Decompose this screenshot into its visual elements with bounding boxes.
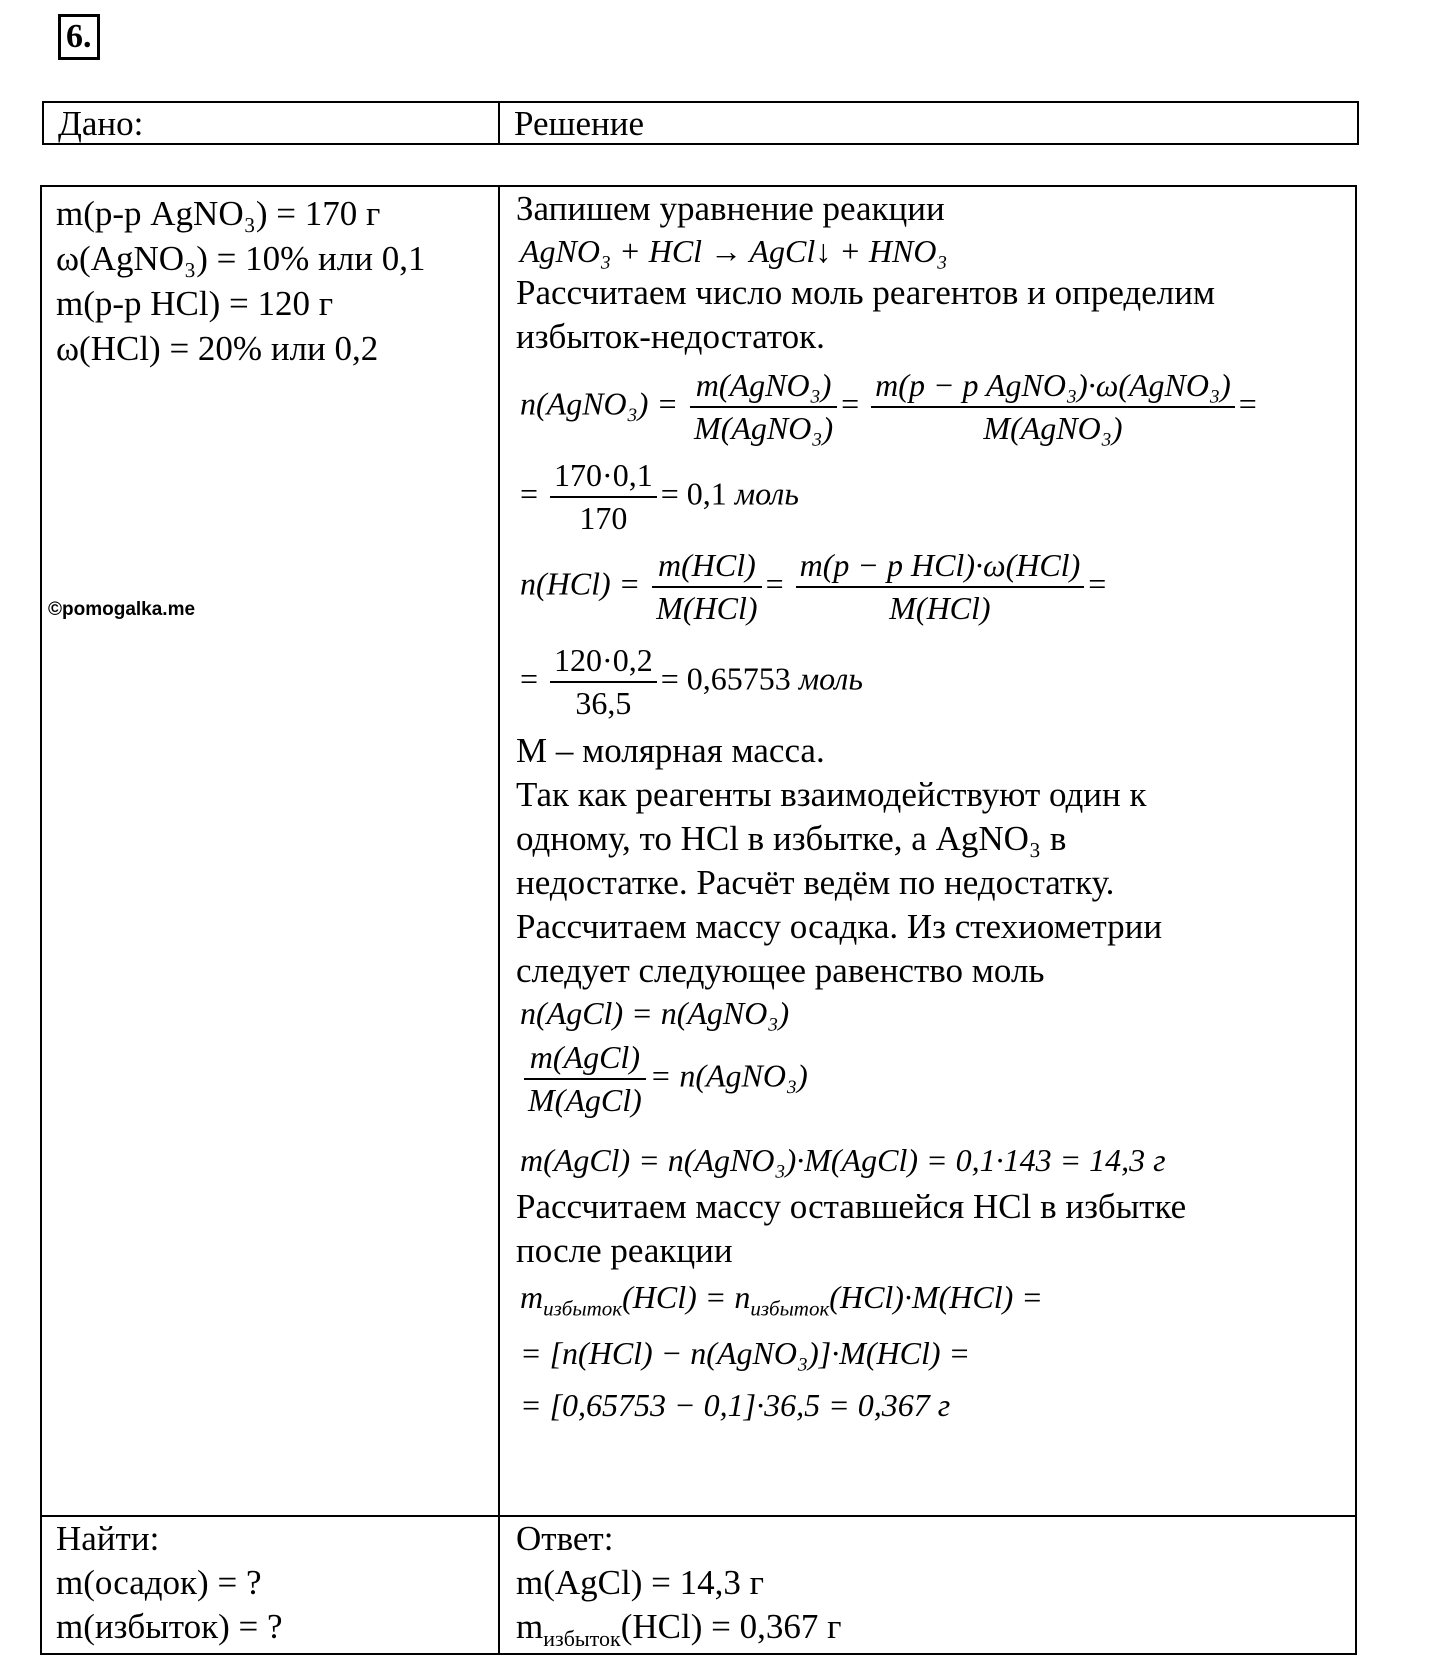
fraction [796, 547, 1085, 627]
solution-text: Рассчитаем число моль реагентов и определим [516, 273, 1216, 312]
solution-text: после реакции [516, 1231, 733, 1270]
answer-line [516, 1605, 841, 1661]
numerator: m(HCl) [652, 547, 761, 588]
fraction [871, 367, 1235, 447]
formula-n-hcl: n(HCl) = m(HCl) M(HCl) = m(p − p HCl)·ω(HCl) M(HCl) = [520, 547, 1107, 626]
numerator: m(AgNO₃) [690, 367, 837, 408]
equation-text: m [520, 1279, 544, 1315]
subscript: избыток [543, 1296, 623, 1321]
denominator: M(HCl) [656, 590, 758, 626]
answer-text: m [516, 1607, 544, 1646]
numerator: m(AgCl) [524, 1039, 646, 1080]
formula-lhs: n(HCl) = [520, 565, 641, 602]
equation-mass-ratio [520, 1039, 808, 1119]
given-item: ω(HCl) = 20% или 0,2 [56, 329, 379, 368]
numerator: m(p − p AgNO₃)·ω(AgNO₃) [871, 367, 1235, 408]
result: = 0,1 [660, 475, 727, 512]
problem-number: 6. [58, 14, 100, 60]
solution-text: одному, то HCl в избытке, а AgNO₃ в [516, 819, 1067, 858]
solution-text: M – молярная масса. [516, 731, 825, 770]
equation-text: m(AgCl) = n(AgNO₃)·M(AgCl) = 0,1·143 = 14,3 [520, 1142, 1146, 1178]
unit: г [937, 1387, 951, 1423]
given-header: Дано: [44, 103, 500, 143]
denominator: 36,5 [575, 685, 632, 721]
watermark: ©pomogalka.me [48, 599, 196, 620]
solution-text: следует следующее равенство моль [516, 951, 1045, 990]
find-item: m(избыток) = ? [56, 1607, 283, 1646]
numerator: 170·0,1 [550, 457, 657, 498]
given-item: ω(AgNO₃) = 10% или 0,1 [56, 239, 426, 278]
given-item: m(р-р AgNO₃) = 170 г [56, 194, 381, 233]
equation-stoich: n(AgCl) = n(AgNO₃) [520, 995, 790, 1031]
reaction-equation: AgNO₃ + HCl → AgCl↓ + HNO₃ [520, 233, 948, 269]
solution-text: избыток-недостаток. [516, 317, 825, 356]
find-label: Найти: [56, 1519, 160, 1558]
solution-text: Рассчитаем массу осадка. Из стехиометрии [516, 907, 1163, 946]
denominator: M(AgNO₃) [983, 410, 1123, 446]
given-list [56, 191, 425, 371]
answer-label: Ответ: [516, 1519, 614, 1558]
equation-text: (HCl) = n [622, 1279, 751, 1315]
solution-text: Так как реагенты взаимодействуют один к [516, 775, 1147, 814]
formula-n-agno3: n(AgNO₃) = m(AgNO₃) M(AgNO₃) = m(p − p AgNO₃)·ω(AgNO₃) M(AgNO₃) = [520, 367, 1257, 446]
numerator: 120·0,2 [550, 642, 657, 683]
denominator: M(HCl) [889, 590, 991, 626]
equation-text: (HCl)·M(HCl) = [829, 1279, 1043, 1315]
find-section [56, 1517, 283, 1649]
fraction [690, 367, 837, 447]
unit: моль [734, 475, 799, 512]
numerator: m(p − p HCl)·ω(HCl) [796, 547, 1085, 588]
fraction [550, 642, 657, 722]
fraction [652, 547, 761, 627]
equation-excess-2: = [n(HCl) − n(AgNO₃)]·M(HCl) = [520, 1335, 971, 1371]
solution-text: Рассчитаем массу оставшейся HCl в избытке [516, 1187, 1187, 1226]
formula-lhs: n(AgNO₃) = [520, 385, 679, 422]
find-item: m(осадок) = ? [56, 1563, 262, 1602]
unit: моль [798, 660, 863, 697]
subscript: избыток [543, 1626, 621, 1651]
fraction [550, 457, 657, 537]
answer-line: m(AgCl) = 14,3 г [516, 1563, 764, 1602]
solution-text: Запишем уравнение реакции [516, 189, 945, 228]
column-divider [498, 187, 500, 1653]
header-row [42, 101, 1359, 145]
calc-n-agno3: = $\frac{170\cdot 0,1}{170}$ = 0,1 моль [520, 457, 799, 536]
solution-table [40, 185, 1357, 1655]
equation-text: = [0,65753 − 0,1]·36,5 = 0,367 [520, 1387, 930, 1423]
equation-mass-agcl [520, 1142, 1166, 1179]
solution-text: недостатке. Расчёт ведём по недостатку. [516, 863, 1115, 902]
formula-rhs: = n(AgNO₃) [649, 1057, 808, 1094]
denominator: 170 [579, 500, 628, 536]
equation-excess-3 [520, 1387, 950, 1424]
calc-n-hcl: = $\frac{120\cdot 0,2}{36,5}$ = 0,65753 моль [520, 642, 863, 721]
answer-text: (HCl) = 0,367 г [620, 1607, 842, 1646]
given-item: m(р-р HCl) = 120 г [56, 284, 334, 323]
equation-excess [520, 1279, 1043, 1321]
answer-section [516, 1517, 841, 1661]
denominator: M(AgNO₃) [694, 410, 834, 446]
solution-header: Решение [514, 104, 645, 143]
unit: г [1153, 1142, 1166, 1178]
denominator: M(AgCl) [528, 1082, 642, 1118]
subscript: избыток [750, 1296, 830, 1321]
fraction [524, 1039, 646, 1119]
result: = 0,65753 [660, 660, 791, 697]
